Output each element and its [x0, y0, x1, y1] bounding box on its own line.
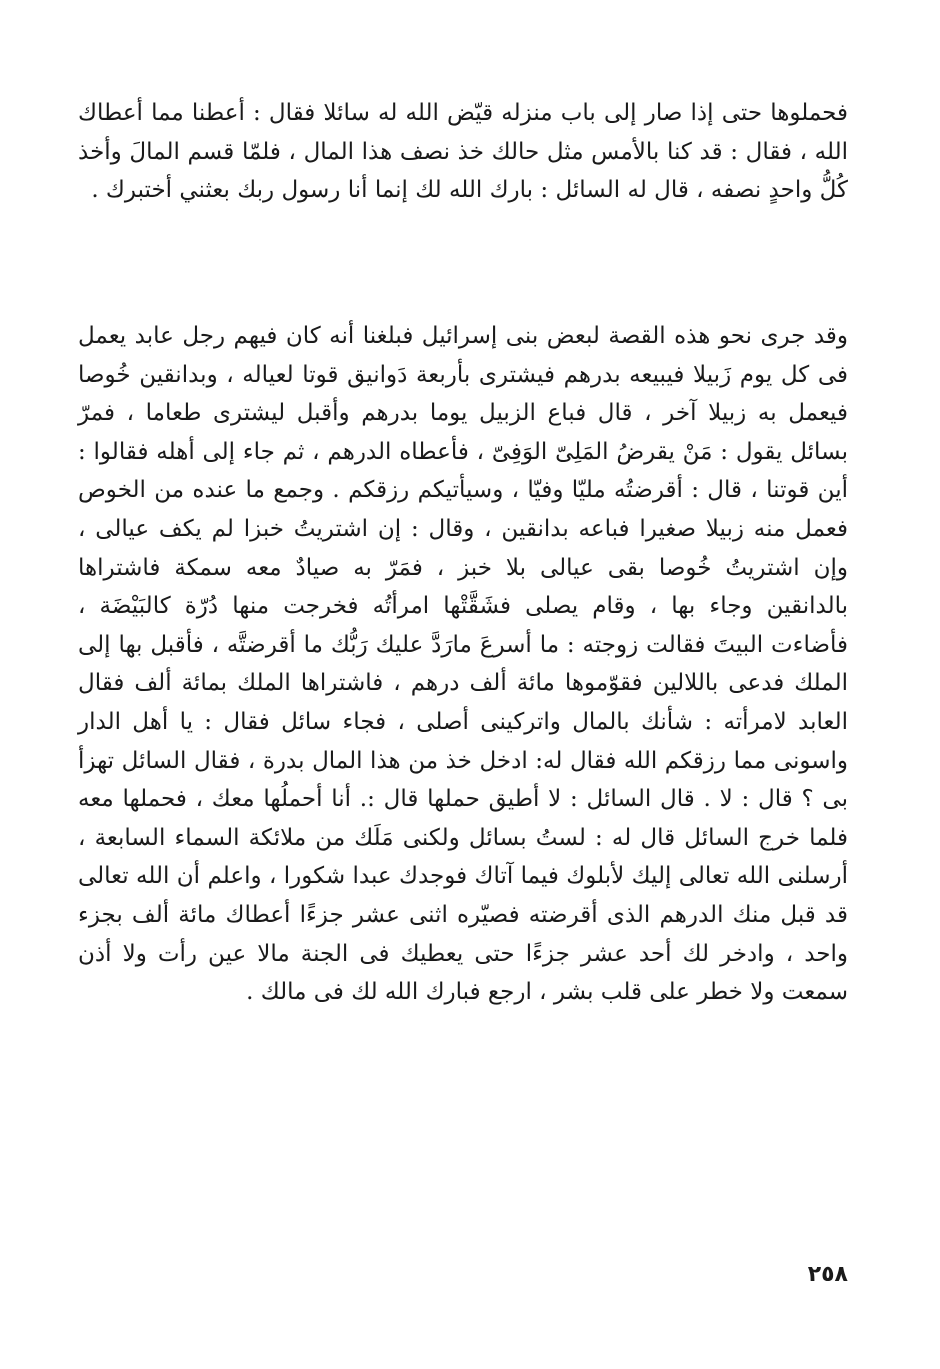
page-number: ٢٥٨ [807, 1262, 848, 1287]
paragraph-2-text: وقد جرى نحو هذه القصة لبعض بنى إسرائيل فبلغنا أنه كان فيهم رجل عابد يعمل فى كل يوم زَبيلا فيبيعه بدرهم فيشترى بأربعة دَوانيق قوتا لعياله ، وبدانقين خُوصا فيعمل به زبيلا آخر ، قال فباع الزبيل يوما بدرهم وأقبل ليشترى طعاما ، فمرّ بسائل يقول : مَنْ يقرضُ المَلِىّ الوَفِىّ ، فأعطاه الدرهم ، ثم جاء إلى أهله فقالوا : أين قوتنا ، قال : أقرضتُه مليّا وفيّا ، وسيأتيكم رزقكم . وجمع ما عنده من الخوص فعمل منه زبيلا صغيرا فباعه بدانقين ، وقال : إن اشتريتُ خبزا لم يكف عيالى ، وإن اشتريتُ خُوصا بقى عيالى بلا خبز ، فمَرّ به صيادٌ معه سمكة فاشتراها بالدانقين وجاء بها ، وقام يصلى فشَقَّتْها امرأتُه فخرجت منها دُرّة كالبَيْضَة ، فأضاءت البيتَ فقالت زوجته : ما أسرعَ مارَدَّ عليك رَبُّك ما أقرضتَّه ، فأقبل بها إلى الملك فدعى باللالين فقوّموها مائة ألف درهم ، فاشتراها الملك بمائة ألف فقال العابد لامرأته : شأنك بالمال واتركينى أصلى ، فجاء سائل فقال : يا أهل الدار واسونى مما رزقكم الله فقال له: ادخل خذ من هذا المال بدرة ، فقال السائل تهزأ بى ؟ قال : لا . قال السائل : لا أطيق حملها قال :. أنا أحملُها معك ، فحملها معه فلما خرج السائل قال له : لستُ بسائل ولكنى مَلَك من ملائكة السماء السابعة ، أرسلنى الله تعالى إليك لأبلوك فيما آتاك فوجدك عبدا شكورا ، واعلم أن الله تعالى قد قبل منك الدرهم الذى أقرضته فصيّره اثنى عشر جزءًا أعطاك مائة ألف بجزء واحد ، وادخر لك أحد عشر جزءًا حتى يعطيك فى الجنة مالا عين رأت ولا أذن سمعت ولا خطر على قلب بشر ، ارجع فبارك الله لك فى مالك . [78, 323, 848, 1006]
paragraph-2 [78, 317, 848, 1012]
paragraph-1 [78, 94, 848, 210]
paragraph-1-text: فحملوها حتى إذا صار إلى باب منزله قيّض الله له سائلا فقال : أعطنا مما أعطاك الله ، فقال : قد كنا بالأمس مثل حالك خذ نصف هذا المال ، فلمّا قسم المالَ وأخذ كُلُّ واحدٍ نصفه ، قال له السائل : بارك الله لك إنما أنا رسول ربك بعثني أختبرك . [78, 100, 848, 204]
